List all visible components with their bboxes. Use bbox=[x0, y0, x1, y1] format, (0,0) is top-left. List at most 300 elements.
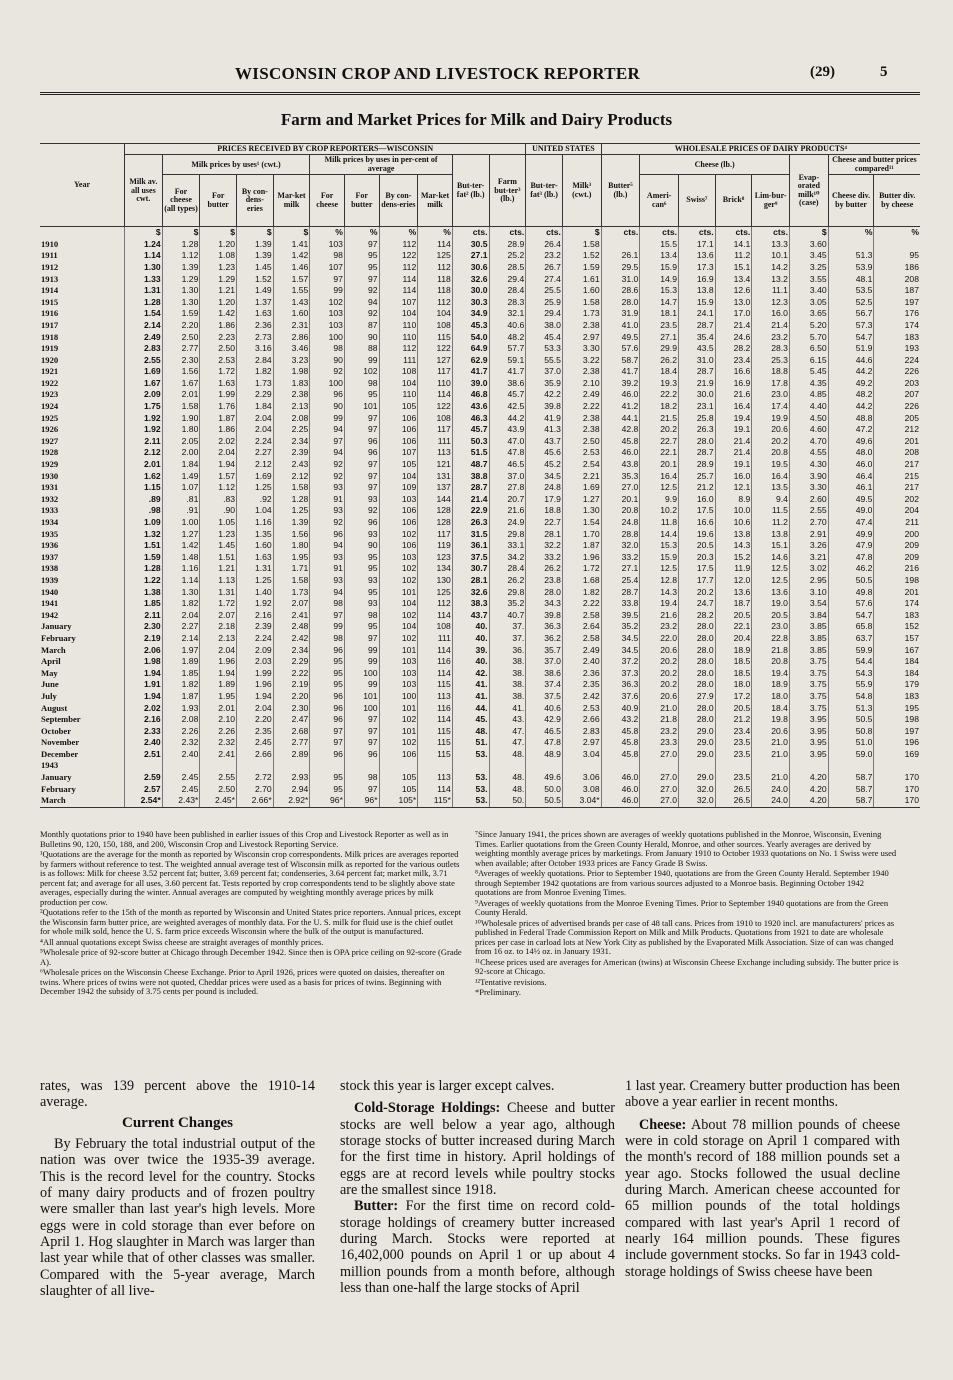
table-cell: 37.0 bbox=[526, 366, 563, 378]
table-cell: 97 bbox=[344, 714, 379, 726]
table-cell bbox=[418, 760, 453, 772]
table-cell: 20.5 bbox=[715, 610, 752, 622]
table-cell: 20.2 bbox=[640, 424, 679, 436]
table-cell: 28.6 bbox=[601, 285, 640, 297]
table-cell: 46.0 bbox=[601, 772, 640, 784]
table-cell bbox=[752, 760, 790, 772]
table-cell: 2.36 bbox=[562, 668, 601, 680]
table-cell: 33.1 bbox=[489, 540, 526, 552]
table-cell: 21.0 bbox=[752, 749, 790, 761]
table-cell: 49.9 bbox=[828, 529, 874, 541]
table-cell: 41.9 bbox=[526, 413, 563, 425]
table-cell: 1.59 bbox=[162, 308, 200, 320]
table-cell: 98 bbox=[344, 772, 379, 784]
table-cell: 2.35 bbox=[562, 679, 601, 691]
table-cell: 113 bbox=[418, 691, 453, 703]
table-cell: 28.3 bbox=[752, 343, 790, 355]
table-cell: 112 bbox=[379, 343, 418, 355]
table-cell: 114 bbox=[418, 389, 453, 401]
table-row bbox=[40, 760, 920, 772]
row-label: 1933 bbox=[41, 505, 59, 516]
table-cell: 53.3 bbox=[526, 343, 563, 355]
table-cell: 54.8 bbox=[828, 691, 874, 703]
table-cell: 97 bbox=[344, 633, 379, 645]
table-cell: 1.25 bbox=[273, 505, 310, 517]
table-cell: 12.5 bbox=[752, 563, 790, 575]
table-cell: 92 bbox=[310, 459, 345, 471]
row-label: 1925 bbox=[41, 412, 59, 423]
table-cell: 21.4 bbox=[452, 494, 489, 506]
table-cell: 1.59 bbox=[125, 552, 163, 564]
table-cell: 3.30 bbox=[789, 482, 828, 494]
table-cell: 106 bbox=[379, 540, 418, 552]
table-cell: 1.21 bbox=[200, 285, 237, 297]
table-row bbox=[40, 656, 920, 668]
table-cell: 4.50 bbox=[789, 413, 828, 425]
table-cell: 112 bbox=[418, 297, 453, 309]
table-cell: 56.7 bbox=[828, 308, 874, 320]
table-cell: 2.02 bbox=[125, 703, 163, 715]
table-cell: 113 bbox=[418, 772, 453, 784]
table-cell bbox=[562, 760, 601, 772]
table-cell: 97 bbox=[344, 459, 379, 471]
table-cell: 25.8 bbox=[678, 413, 715, 425]
table-cell: 2.53 bbox=[562, 447, 601, 459]
table-cell: 18.5 bbox=[715, 668, 752, 680]
table-cell: 46.0 bbox=[601, 389, 640, 401]
table-cell: 1.57 bbox=[200, 471, 237, 483]
row-label: 1943 bbox=[41, 760, 59, 771]
table-cell: 46.5 bbox=[526, 726, 563, 738]
table-cell: 104 bbox=[379, 308, 418, 320]
table-cell: 1.51 bbox=[125, 540, 163, 552]
table-cell: 226 bbox=[874, 401, 920, 413]
table-row bbox=[40, 262, 920, 274]
table-cell: 12.6 bbox=[715, 285, 752, 297]
table-cell: 28.8 bbox=[601, 529, 640, 541]
table-cell: 2.73 bbox=[237, 332, 274, 344]
table-cell: 48.9 bbox=[526, 749, 563, 761]
table-cell: 1.21 bbox=[200, 563, 237, 575]
table-cell: 1.67 bbox=[162, 378, 200, 390]
table-cell bbox=[601, 760, 640, 772]
table-cell: 1.12 bbox=[162, 250, 200, 262]
table-cell: 28.0 bbox=[678, 703, 715, 715]
col-brick: Brick⁸ bbox=[715, 175, 752, 227]
table-row bbox=[40, 598, 920, 610]
table-cell: 2.13 bbox=[200, 633, 237, 645]
table-cell: 106 bbox=[379, 517, 418, 529]
table-cell: 36. bbox=[489, 645, 526, 657]
table-cell: 1.25 bbox=[237, 482, 274, 494]
table-cell: 2.43* bbox=[162, 795, 200, 807]
table-cell: 203 bbox=[874, 378, 920, 390]
table-cell: 2.54* bbox=[125, 795, 163, 807]
table-cell: 44. bbox=[452, 703, 489, 715]
table-cell: 25.3 bbox=[752, 355, 790, 367]
table-cell: 12.1 bbox=[715, 482, 752, 494]
table-cell: 130 bbox=[418, 575, 453, 587]
units-cell: cts. bbox=[715, 227, 752, 239]
table-cell: 11.9 bbox=[715, 563, 752, 575]
table-cell: 58.7 bbox=[828, 795, 874, 807]
table-cell: 90 bbox=[310, 355, 345, 367]
table-cell: 29.9 bbox=[640, 343, 679, 355]
table-cell: 137 bbox=[418, 482, 453, 494]
table-cell: 1.58 bbox=[273, 482, 310, 494]
table-cell: 17.7 bbox=[678, 575, 715, 587]
table-cell: 21.2 bbox=[678, 482, 715, 494]
table-cell: 28.0 bbox=[678, 656, 715, 668]
table-cell: 170 bbox=[874, 784, 920, 796]
table-cell: 1.69 bbox=[125, 366, 163, 378]
table-cell: 101 bbox=[379, 645, 418, 657]
table-cell: 39.8 bbox=[526, 610, 563, 622]
table-row bbox=[40, 494, 920, 506]
row-label: 1924 bbox=[41, 401, 59, 412]
table-cell: 28.5 bbox=[489, 262, 526, 274]
table-cell: 2.27 bbox=[162, 621, 200, 633]
table-cell: 97 bbox=[344, 737, 379, 749]
row-label: February bbox=[41, 783, 76, 794]
table-cell: 49.5 bbox=[828, 494, 874, 506]
table-cell: 48. bbox=[489, 749, 526, 761]
table-cell: 1.29 bbox=[200, 274, 237, 286]
row-label: 1919 bbox=[41, 343, 59, 354]
paragraph: stock this year is larger except calves. bbox=[340, 1078, 555, 1094]
table-cell: 45.8 bbox=[601, 436, 640, 448]
table-cell: 19.8 bbox=[752, 714, 790, 726]
table-cell: 170 bbox=[874, 772, 920, 784]
table-cell: 3.75 bbox=[789, 656, 828, 668]
table-cell: 2.23 bbox=[200, 332, 237, 344]
table-cell: .98 bbox=[125, 505, 163, 517]
table-cell: 18.0 bbox=[752, 691, 790, 703]
table-cell: 103 bbox=[379, 668, 418, 680]
table-cell: 95 bbox=[310, 784, 345, 796]
table-cell: 170 bbox=[874, 795, 920, 807]
row-label: 1922 bbox=[41, 377, 59, 388]
table-cell bbox=[715, 760, 752, 772]
table-cell: 1.49 bbox=[162, 471, 200, 483]
table-cell: 3.16 bbox=[237, 343, 274, 355]
table-cell: 2.32 bbox=[162, 737, 200, 749]
table-cell: 3.22 bbox=[562, 355, 601, 367]
table-cell: 116 bbox=[418, 656, 453, 668]
table-cell: 2.14 bbox=[125, 320, 163, 332]
row-label: September bbox=[41, 714, 81, 725]
table-row bbox=[40, 308, 920, 320]
table-cell: 1.96 bbox=[562, 552, 601, 564]
col-milk-avg: Milk av. all uses cwt. bbox=[125, 155, 163, 227]
table-cell: 1.54 bbox=[562, 517, 601, 529]
table-cell: 2.11 bbox=[125, 610, 163, 622]
table-cell: 99 bbox=[344, 656, 379, 668]
table-cell: 46.0 bbox=[601, 784, 640, 796]
table-cell: 53.5 bbox=[828, 285, 874, 297]
group-milk-by-uses: Milk prices by uses¹ (cwt.) bbox=[162, 155, 310, 175]
table-cell: 50.5 bbox=[828, 575, 874, 587]
table-cell: 2.49 bbox=[562, 645, 601, 657]
table-cell: 226 bbox=[874, 366, 920, 378]
table-cell: 41.7 bbox=[489, 366, 526, 378]
run-in-heading: Butter: bbox=[354, 1198, 399, 1215]
table-cell: 2.22 bbox=[273, 668, 310, 680]
table-cell: 28.4 bbox=[489, 563, 526, 575]
table-cell: 43.2 bbox=[601, 714, 640, 726]
table-cell: 33.2 bbox=[526, 552, 563, 564]
table-cell: 21.4 bbox=[715, 320, 752, 332]
table-cell: 115 bbox=[418, 737, 453, 749]
table-cell: 13.6 bbox=[715, 587, 752, 599]
table-cell: 21.2 bbox=[715, 714, 752, 726]
table-cell: 43.7 bbox=[452, 610, 489, 622]
table-cell: 20.2 bbox=[678, 587, 715, 599]
table-cell: 51.3 bbox=[828, 703, 874, 715]
table-cell: 2.34 bbox=[273, 436, 310, 448]
table-cell: 111 bbox=[418, 436, 453, 448]
footnote: ⁷Since January 1941, the prices shown are averages of weekly quotations published in the Monroe, Wisconsin, Evening Times. Earlier quotations from the Green County Herald, Monroe, and other sources. Yearly averages are derived by weighting monthly average prices by marketings. From January 1910 to October 1933 quotations on No. 1 Swiss were used when available; after October 1933 prices are Fancy Grade B Swiss. bbox=[475, 829, 897, 868]
units-cell: % bbox=[379, 227, 418, 239]
table-cell: 2.50 bbox=[562, 436, 601, 448]
table-cell: 51.5 bbox=[452, 447, 489, 459]
table-cell: 88 bbox=[344, 343, 379, 355]
table-cell: 20.5 bbox=[678, 540, 715, 552]
table-cell: 47.8 bbox=[526, 737, 563, 749]
table-cell: 37.3 bbox=[601, 668, 640, 680]
table-cell: 49.6 bbox=[828, 436, 874, 448]
table-cell: 112 bbox=[379, 239, 418, 251]
table-cell: 3.54 bbox=[789, 598, 828, 610]
table-cell: 3.40 bbox=[789, 285, 828, 297]
col-butterfat: But-ter-fat² (lb.) bbox=[452, 155, 489, 227]
table-cell: 1.07 bbox=[162, 482, 200, 494]
table-cell: 37.6 bbox=[601, 691, 640, 703]
table-cell: 54.7 bbox=[828, 610, 874, 622]
table-cell: 2.30 bbox=[125, 621, 163, 633]
table-cell bbox=[273, 760, 310, 772]
table-cell: 28.9 bbox=[489, 239, 526, 251]
table-cell: 104 bbox=[379, 598, 418, 610]
table-cell: 19.1 bbox=[715, 424, 752, 436]
table-cell: 209 bbox=[874, 552, 920, 564]
table-cell: 3.65 bbox=[789, 308, 828, 320]
table-cell: 18.1 bbox=[640, 308, 679, 320]
table-cell: 45.7 bbox=[489, 389, 526, 401]
group-comp: Cheese and butter prices compared¹¹ bbox=[828, 155, 920, 175]
table-cell: 2.83 bbox=[125, 343, 163, 355]
table-cell: 2.33 bbox=[125, 726, 163, 738]
table-cell: 1.68 bbox=[562, 575, 601, 587]
table-row bbox=[40, 285, 920, 297]
table-row bbox=[40, 355, 920, 367]
col-swiss: Swiss⁷ bbox=[678, 175, 715, 227]
row-label: 1931 bbox=[41, 482, 59, 493]
table-cell: 24.0 bbox=[752, 784, 790, 796]
table-cell: 93 bbox=[344, 494, 379, 506]
table-cell: 46.0 bbox=[828, 459, 874, 471]
table-cell: 115 bbox=[418, 332, 453, 344]
table-cell: 2.55 bbox=[125, 355, 163, 367]
table-cell: 53. bbox=[452, 795, 489, 807]
table-cell: 3.08 bbox=[562, 784, 601, 796]
col-market-milk: Mar-ket milk bbox=[273, 175, 310, 227]
table-cell: 3.04* bbox=[562, 795, 601, 807]
table-cell: 46.4 bbox=[828, 471, 874, 483]
page-number: 5 bbox=[880, 64, 888, 80]
paragraph bbox=[625, 1117, 900, 1280]
table-cell bbox=[874, 760, 920, 772]
table-cell: 20.8 bbox=[601, 505, 640, 517]
row-label: July bbox=[41, 690, 57, 701]
table-cell: 40. bbox=[452, 656, 489, 668]
table-cell: 5.20 bbox=[789, 320, 828, 332]
table-cell: 1.58 bbox=[162, 401, 200, 413]
table-cell: 95 bbox=[344, 389, 379, 401]
table-cell: 131 bbox=[418, 471, 453, 483]
table-cell: 26.5 bbox=[715, 784, 752, 796]
table-cell: 114 bbox=[379, 274, 418, 286]
row-label: 1913 bbox=[41, 273, 59, 284]
table-cell: 2.09 bbox=[125, 389, 163, 401]
table-cell: 2.55 bbox=[200, 772, 237, 784]
table-cell: 2.21 bbox=[562, 471, 601, 483]
table-cell: 1.87 bbox=[562, 540, 601, 552]
col-us-milk: Milk³ (cwt.) bbox=[562, 155, 601, 227]
table-cell: 1.73 bbox=[562, 308, 601, 320]
table-cell: 20.5 bbox=[715, 703, 752, 715]
table-cell: 1.60 bbox=[562, 285, 601, 297]
table-cell: 39.0 bbox=[452, 378, 489, 390]
table-cell: 1.30 bbox=[162, 285, 200, 297]
table-cell: 28.7 bbox=[678, 366, 715, 378]
table-cell: 208 bbox=[874, 447, 920, 459]
table-cell: 1.73 bbox=[273, 587, 310, 599]
table-cell: 22.8 bbox=[752, 633, 790, 645]
table-row bbox=[40, 784, 920, 796]
table-cell: 41.7 bbox=[601, 366, 640, 378]
row-label: 1930 bbox=[41, 470, 59, 481]
table-cell: 2.45 bbox=[162, 784, 200, 796]
units-cell: $ bbox=[200, 227, 237, 239]
table-title: Farm and Market Prices for Milk and Dairy Products bbox=[280, 110, 673, 129]
row-label: March bbox=[41, 644, 66, 655]
table-cell: 2.20 bbox=[237, 714, 274, 726]
footnote: ⁵Wholesale price of 92-score butter at Chicago through December 1942. Since then is OPA price ceiling on 92-score (Grade A). bbox=[40, 947, 462, 967]
table-cell: 17.2 bbox=[715, 691, 752, 703]
table-cell: 1.82 bbox=[162, 598, 200, 610]
table-cell: 101 bbox=[379, 703, 418, 715]
table-cell: .83 bbox=[200, 494, 237, 506]
table-cell: 2.19 bbox=[125, 633, 163, 645]
row-label: 1932 bbox=[41, 493, 59, 504]
table-cell: 27.0 bbox=[640, 784, 679, 796]
table-cell: 3.95 bbox=[789, 726, 828, 738]
table-cell: 16.4 bbox=[715, 401, 752, 413]
table-cell: 97 bbox=[344, 784, 379, 796]
table-cell: 37.0 bbox=[526, 656, 563, 668]
table-cell: 93 bbox=[344, 529, 379, 541]
table-cell: 51.9 bbox=[828, 343, 874, 355]
table-cell: 1.42 bbox=[273, 250, 310, 262]
table-cell: 3.04 bbox=[562, 749, 601, 761]
table-cell: 1.89 bbox=[200, 679, 237, 691]
table-cell: 18.4 bbox=[640, 366, 679, 378]
table-cell: 45.2 bbox=[526, 459, 563, 471]
table-cell: 198 bbox=[874, 714, 920, 726]
table-cell: 114 bbox=[418, 610, 453, 622]
table-cell: 28.0 bbox=[678, 714, 715, 726]
table-cell: 3.75 bbox=[789, 679, 828, 691]
article-column-2 bbox=[340, 1078, 615, 1296]
table-cell: 2.77 bbox=[162, 343, 200, 355]
table-cell: 20.3 bbox=[678, 552, 715, 564]
table-cell: 98 bbox=[310, 343, 345, 355]
table-cell: 14.2 bbox=[752, 262, 790, 274]
table-cell: 23.5 bbox=[640, 320, 679, 332]
table-cell: 95 bbox=[344, 250, 379, 262]
table-cell: 2.38 bbox=[273, 389, 310, 401]
units-cell: % bbox=[310, 227, 345, 239]
table-cell: 1.41 bbox=[273, 239, 310, 251]
table-cell: 19.4 bbox=[640, 598, 679, 610]
table-cell: 1.95 bbox=[200, 691, 237, 703]
table-cell: 28.0 bbox=[526, 587, 563, 599]
table-cell: 4.55 bbox=[789, 447, 828, 459]
table-cell: 43. bbox=[489, 714, 526, 726]
table-cell: 127 bbox=[418, 355, 453, 367]
table-cell: 3.75 bbox=[789, 668, 828, 680]
table-cell: 1.15 bbox=[125, 482, 163, 494]
table-cell: 3.85 bbox=[789, 621, 828, 633]
table-cell: 49.5 bbox=[601, 332, 640, 344]
table-cell: 1.30 bbox=[162, 297, 200, 309]
table-cell: 125 bbox=[418, 250, 453, 262]
table-cell: 2.58 bbox=[562, 633, 601, 645]
table-cell: 99 bbox=[344, 645, 379, 657]
table-cell: 96* bbox=[310, 795, 345, 807]
table-cell: 42.9 bbox=[526, 714, 563, 726]
table-cell: 2.34 bbox=[273, 645, 310, 657]
table-cell: 95 bbox=[344, 587, 379, 599]
table-row bbox=[40, 471, 920, 483]
table-cell: 50. bbox=[489, 795, 526, 807]
table-cell: 1.94 bbox=[200, 668, 237, 680]
table-cell: 116 bbox=[418, 703, 453, 715]
table-cell: 13.0 bbox=[715, 297, 752, 309]
table-cell: 20.2 bbox=[640, 656, 679, 668]
table-cell: 95 bbox=[344, 563, 379, 575]
table-cell bbox=[789, 760, 828, 772]
table-cell: 1.23 bbox=[200, 529, 237, 541]
table-cell: 1.94 bbox=[237, 691, 274, 703]
footnote: ¹⁰Wholesale prices of advertised brands per case of 48 tall cans. Prices from 1910 to 1920 incl. are manufacturers' prices as published in Federal Trade Commission Report on Milk and Milk Products. Quotations from 1921 to date are wholesale prices per case in carload lots at New York City as published by the Evaporated Milk Association. Size of can was changed from 16 oz. to 14½ oz. in January 1931. bbox=[475, 917, 895, 957]
table-cell: 2.04 bbox=[162, 610, 200, 622]
table-cell: 1.28 bbox=[125, 563, 163, 575]
table-cell: 47.9 bbox=[828, 540, 874, 552]
table-cell: 21.8 bbox=[640, 714, 679, 726]
table-cell: 2.14 bbox=[162, 633, 200, 645]
footnote: ⁸Averages of weekly quotations. Prior to September 1940, quotations are from the Green County Herald. September 1940 through September 1942 quotations are from various sources adjusted to a Monroe basis. Beginning October 1942 quotations are from Monroe Evening Times. bbox=[475, 868, 889, 898]
table-cell: 46.5 bbox=[489, 459, 526, 471]
table-cell: 114 bbox=[418, 784, 453, 796]
table-cell: 14.9 bbox=[640, 274, 679, 286]
table-cell: 197 bbox=[874, 297, 920, 309]
table-cell: 3.02 bbox=[789, 563, 828, 575]
table-cell: 2.39 bbox=[237, 621, 274, 633]
table-row bbox=[40, 563, 920, 575]
table-cell: 35.9 bbox=[526, 378, 563, 390]
